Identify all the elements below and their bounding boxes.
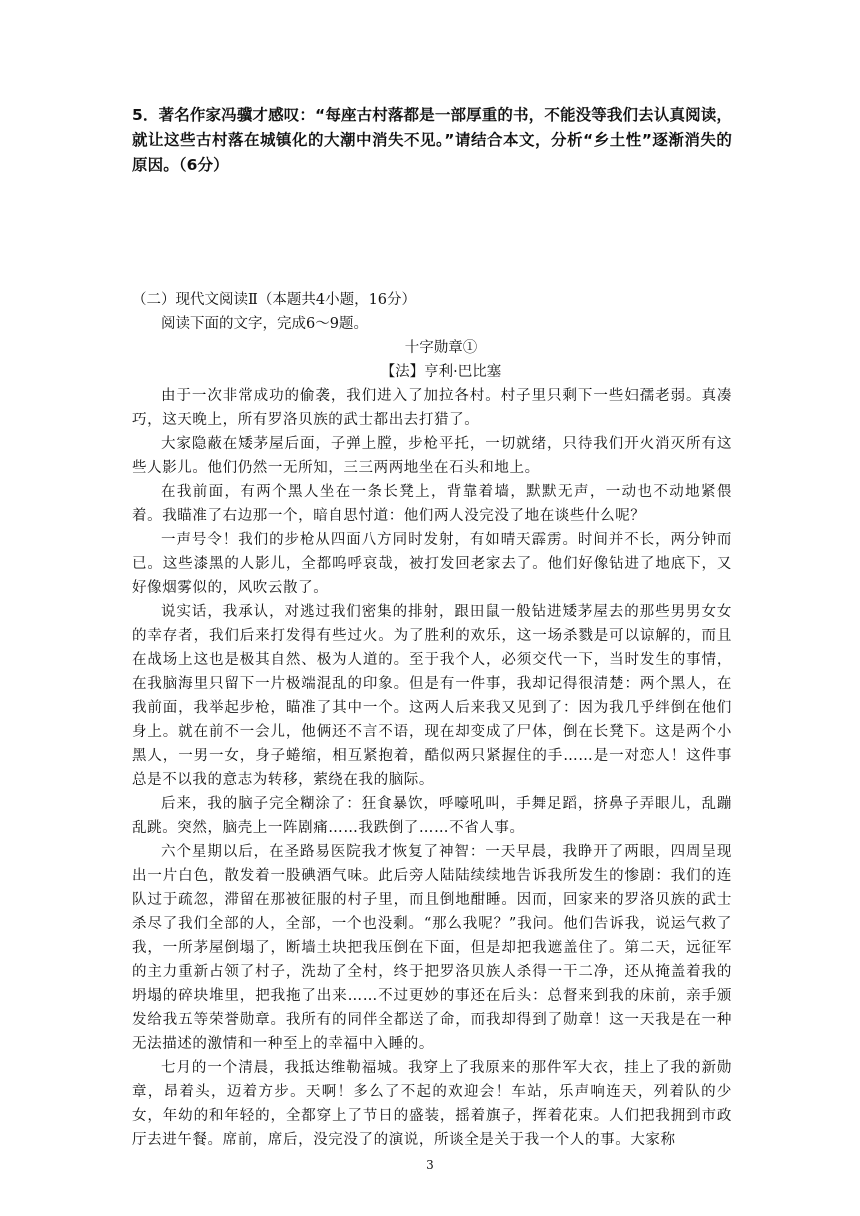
story-paragraph: 七月的一个清晨，我抵达维勒福城。我穿上了我原来的那件军大衣，挂上了我的新勋章，昂着头，迈着方步。天啊！多么了不起的欢迎会！车站，乐声响连天，列着队的少女，年幼的和年轻的，全都穿上了节日的盛装，摇着旗子，挥着花束。人们把我拥到市政厅去进午餐。席前，席后，没完没了的演说，所谈全是关于我一个人的事。大家称 <box>132 1060 732 1148</box>
story-paragraph: 后来，我的脑子完全糊涂了：狂食暴饮，呼嚎吼叫，手舞足蹈，挤鼻子弄眼儿，乱蹦乱跳。突然，脑壳上一阵剧痛……我跌倒了……不省人事。 <box>132 796 732 836</box>
section-heading: （二）现代文阅读Ⅱ（本题共4小题，16分） <box>132 292 417 308</box>
story-title: 十字勋章① <box>404 340 478 356</box>
question-5 <box>132 103 732 178</box>
story-author: 【法】亨利·巴比塞 <box>380 364 502 380</box>
story-paragraph: 六个星期以后，在圣路易医院我才恢复了神智：一天早晨，我睁开了两眼，四周呈现出一片白色，散发着一股碘酒气味。此后旁人陆陆续续地告诉我所发生的惨剧：我们的连队过于疏忽，滞留在那被征服的村子里，而且倒地酣睡。因而，回家来的罗洛贝族的武士杀尽了我们全部的人，全部，一个也没剩。“那么我呢？”我问。他们告诉我，说运气救了我，一所茅屋倒塌了，断墙土块把我压倒在下面，但是却把我遮盖住了。第二天，远征军的主力重新占领了村子，洗劫了全村，终于把罗洛贝族人杀得一干二净，还从掩盖着我的坍塌的碎块堆里，把我拖了出来……不过更妙的事还在后头：总督来到我的床前，亲手颁发给我五等荣誉勋章。我所有的同伴全都送了命，而我却得到了勋章！这一天我是在一种无法描述的激情和一种至上的幸福中入睡的。 <box>132 844 732 1052</box>
section-instruction: 阅读下面的文字，完成6～9题。 <box>161 316 368 332</box>
story-paragraph: 一声号令！我们的步枪从四面八方同时发射，有如晴天霹雳。时间并不长，两分钟而已。这些漆黑的人影儿，全都呜呼哀哉，被打发回老家去了。他们好像钻进了地底下，又好像烟雾似的，风吹云散了。 <box>132 532 732 596</box>
question-5-text: 5．著名作家冯骥才感叹：“每座古村落都是一部厚重的书，不能没等我们去认真阅读，就让这些古村落在城镇化的大潮中消失不见。”请结合本文，分析“乡土性”逐渐消失的原因。（6分） <box>132 106 732 174</box>
story-paragraph: 在我前面，有两个黑人坐在一条长凳上，背靠着墙，默默无声，一动也不动地紧偎着。我瞄准了右边那一个，暗自思忖道：他们两人没完没了地在谈些什么呢？ <box>132 484 732 524</box>
story-paragraph: 说实话，我承认，对逃过我们密集的排射，跟田鼠一般钻进矮茅屋去的那些男男女女的幸存者，我们后来打发得有些过火。为了胜利的欢乐，这一场杀戮是可以谅解的，而且在战场上这也是极其自然、极为人道的。至于我个人，必须交代一下，当时发生的事情，在我脑海里只留下一片极端混乱的印象。但是有一件事，我却记得很清楚：两个黑人，在我前面，我举起步枪，瞄准了其中一个。这两人后来我又见到了：因为我几乎绊倒在他们身上。就在前不一会儿，他俩还不言不语，现在却变成了尸体，倒在长凳下。这是两个小黑人，一男一女，身子蜷缩，相互紧抱着，酷似两只紧握住的手……是一对恋人！这件事总是不以我的意志为转移，萦绕在我的脑际。 <box>132 604 732 788</box>
page-number: 3 <box>426 1158 434 1172</box>
story-paragraph: 由于一次非常成功的偷袭，我们进入了加拉各村。村子里只剩下一些妇孺老弱。真凑巧，这天晚上，所有罗洛贝族的武士都出去打猎了。 <box>132 388 732 428</box>
reading-section-2 <box>132 288 732 1152</box>
story-paragraph: 大家隐蔽在矮茅屋后面，子弹上膛，步枪平托，一切就绪，只待我们开火消灭所有这些人影儿。他们仍然一无所知，三三两两地坐在石头和地上。 <box>132 436 732 476</box>
